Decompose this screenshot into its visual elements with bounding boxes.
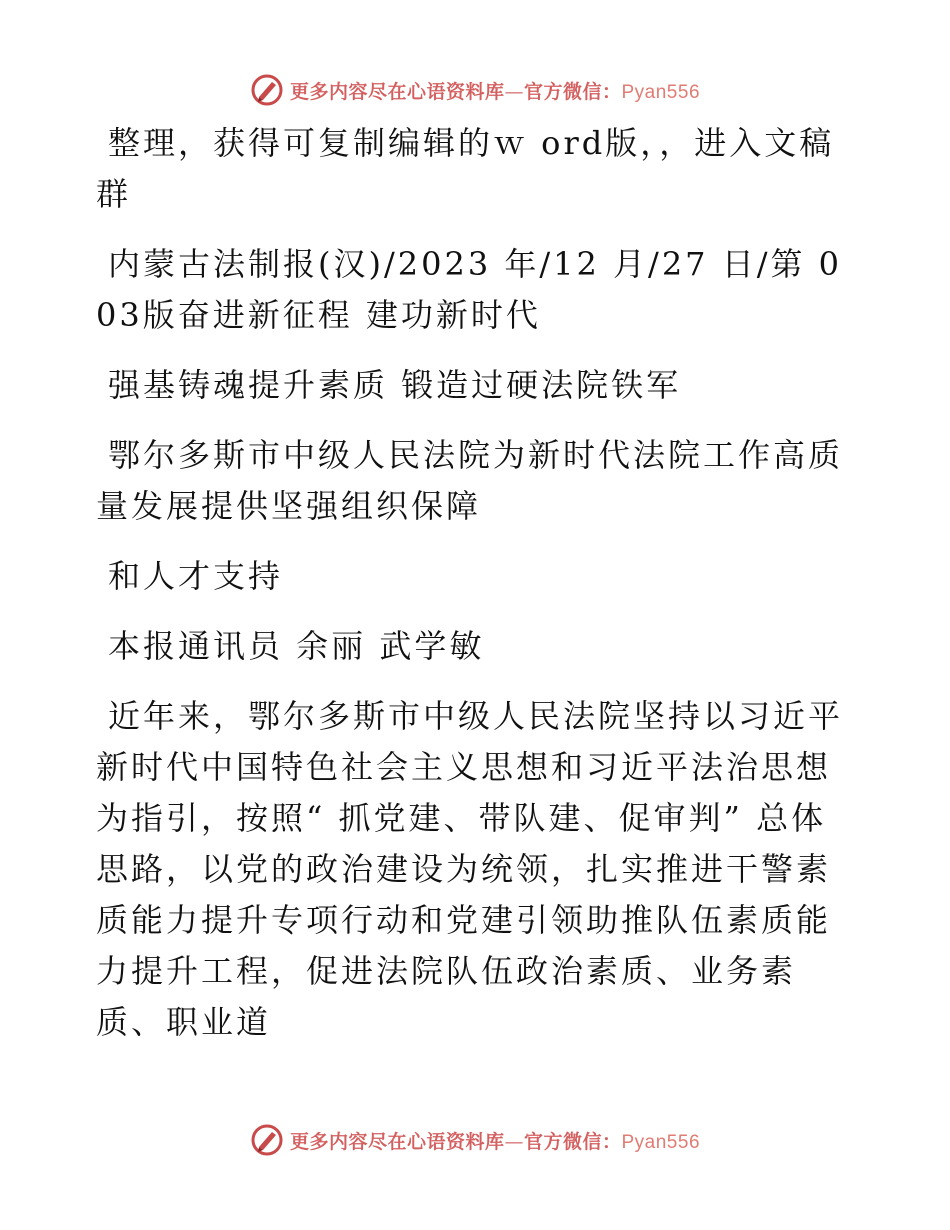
watermark-separator: — <box>504 1130 524 1153</box>
watermark-main-text: 更多内容尽在心语资料库 <box>289 1130 505 1153</box>
watermark-main-text: 更多内容尽在心语资料库 <box>289 80 505 103</box>
document-body <box>96 118 856 1067</box>
article-subtitle: 鄂尔多斯市中级人民法院为新时代法院工作高质量发展提供坚强组织保障 <box>96 436 844 525</box>
article-subtitle-cont: 和人才支持 <box>108 557 284 595</box>
watermark-footer <box>0 1120 950 1160</box>
watermark-handle: Pyan556 <box>621 81 701 103</box>
watermark-header <box>0 70 950 110</box>
watermark-separator: — <box>504 80 524 103</box>
watermark-suffix: 官方微信： <box>523 1130 622 1153</box>
watermark-text <box>290 77 700 104</box>
article-title: 强基铸魂提升素质 锻造过硬法院铁军 <box>108 366 682 404</box>
paragraph-source: 内蒙古法制报(汉)/2023 年/12 月/27 日/第 003版奋进新征程 建功新时代 <box>96 245 843 334</box>
watermark-suffix: 官方微信： <box>523 80 622 103</box>
article-byline: 本报通讯员 余丽 武学敏 <box>108 627 485 665</box>
article-body-paragraph: 近年来，鄂尔多斯市中级人民法院坚持以习近平新时代中国特色社会主义思想和习近平法治思想为指引，按照“ 抓党建、带队建、促审判” 总体思路，以党的政治建设为统领，扎实推进干警素质能力提升专项行动和党建引领助推队伍素质能力提升工程，促进法院队伍政治素质、业务素质、职业道 <box>96 697 844 1041</box>
watermark-handle: Pyan556 <box>621 1131 701 1153</box>
paragraph-intro: 整理，获得可复制编辑的ｗ ord版，，进入文稿群 <box>96 124 835 213</box>
watermark-text <box>290 1127 700 1154</box>
pen-circle-logo-icon <box>250 1123 284 1157</box>
pen-circle-logo-icon <box>250 73 284 107</box>
